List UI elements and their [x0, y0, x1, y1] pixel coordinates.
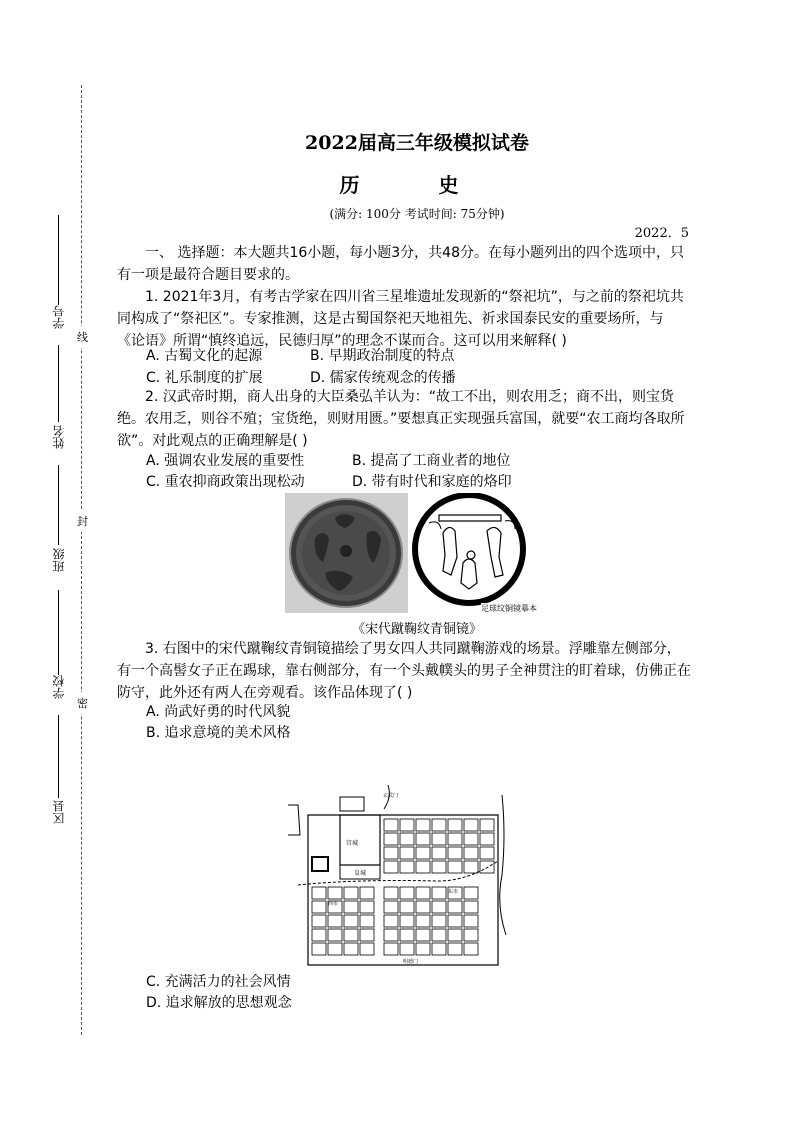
q3-option-a[interactable]: A. 尚武好勇的时代风貌: [146, 704, 291, 720]
map-ward: [464, 929, 478, 941]
name-blank[interactable]: [58, 345, 59, 422]
map-label-west-market: 西市: [328, 901, 339, 907]
seal-mark-close: 密: [77, 692, 88, 714]
drawing-caption: 足球纹铜镜摹本: [481, 604, 537, 613]
q3-option-c[interactable]: C. 充满活力的社会风情: [146, 974, 291, 990]
q3-option-b[interactable]: B. 追求意境的美术风格: [146, 725, 291, 741]
seal-mark-line: 线: [77, 326, 88, 348]
class-label: 班级: [52, 548, 66, 572]
name-label: 姓名: [52, 425, 66, 449]
changan-city-map: [288, 785, 521, 970]
map-ward: [344, 901, 358, 913]
student-id-blank[interactable]: [58, 215, 59, 305]
map-ward: [328, 887, 342, 899]
map-ward: [400, 915, 414, 927]
map-ward: [344, 915, 358, 927]
map-ward: [400, 847, 414, 859]
map-ward: [480, 833, 494, 845]
map-ward: [384, 915, 398, 927]
map-ward: [360, 887, 374, 899]
map-ward: [448, 861, 462, 873]
bronze-mirror-photo: [285, 493, 408, 613]
district-blank[interactable]: [58, 715, 59, 798]
map-ward: [432, 833, 446, 845]
map-ward: [384, 847, 398, 859]
map-ward: [400, 901, 414, 913]
map-ward: [328, 929, 342, 941]
map-label-east-market: 东市: [448, 889, 459, 895]
map-ward: [360, 901, 374, 913]
question-2-stem: 2. 汉武帝时期，商人出身的大臣桑弘羊认为：“故工不出，则农用乏；商不出，则宝货绝。农用乏，则谷不殖；宝货绝，则财用匮。”要想真正实现强兵富国，就要“农工商均各取所欲”。对此观点的正确理解是( ): [117, 389, 685, 449]
binding-dashed-line: [81, 85, 82, 1035]
exam-meta: (满分: 100分 考试时间: 75分钟): [329, 207, 505, 221]
map-ward: [384, 833, 398, 845]
map-ward: [360, 929, 374, 941]
map-ward: [464, 833, 478, 845]
seal-mark-seal: 封: [77, 510, 88, 532]
map-ward: [344, 929, 358, 941]
map-ward: [464, 847, 478, 859]
map-label-imperial: 皇城: [353, 870, 367, 877]
map-ward: [416, 887, 430, 899]
map-ward: [416, 915, 430, 927]
map-ward: [312, 887, 326, 899]
map-label-south-gate: 明德门: [403, 959, 419, 965]
map-ward: [480, 819, 494, 831]
school-label: 学校: [52, 675, 66, 699]
map-ward: [312, 901, 326, 913]
q1-option-a[interactable]: A. 古蜀文化的起源: [146, 348, 263, 364]
map-ward: [416, 929, 430, 941]
student-id-label: 学号: [52, 305, 66, 329]
district-label: 区县: [52, 800, 66, 824]
map-ward: [344, 887, 358, 899]
map-ward: [432, 915, 446, 927]
map-ward: [448, 847, 462, 859]
map-ward: [400, 943, 414, 955]
map-ward: [432, 861, 446, 873]
q1-option-b[interactable]: B. 早期政治制度的特点: [310, 348, 455, 364]
q2-option-d[interactable]: D. 带有时代和家庭的烙印: [352, 474, 512, 490]
map-ward: [384, 861, 398, 873]
map-ward: [416, 861, 430, 873]
map-ward: [448, 929, 462, 941]
map-ward: [384, 943, 398, 955]
map-ward: [328, 915, 342, 927]
map-ward: [416, 847, 430, 859]
figure-caption: 《宋代蹴鞠纹青铜镜》: [351, 622, 482, 637]
map-ward: [360, 915, 374, 927]
map-ward: [464, 819, 478, 831]
map-ward: [400, 819, 414, 831]
map-ward: [480, 861, 494, 873]
q1-option-d[interactable]: D. 儒家传统观念的传播: [310, 370, 456, 386]
map-ward: [384, 929, 398, 941]
map-ward: [464, 887, 478, 899]
map-ward: [464, 915, 478, 927]
map-ward: [432, 929, 446, 941]
map-ward: [432, 943, 446, 955]
map-ward: [464, 901, 478, 913]
question-3-stem: 3. 右图中的宋代蹴鞠纹青铜镜描绘了男女四人共同蹴鞠游戏的场景。浮雕靠左侧部分，有一个高髻女子正在踢球，靠右侧部分，有一个头戴幞头的男子全神贯注的盯着球，仿佛正在防守，此外还有两人在旁观看。该作品体现了( ): [117, 641, 691, 701]
map-ward: [448, 833, 462, 845]
subject-title: 历 史: [339, 173, 495, 197]
q2-option-a[interactable]: A. 强调农业发展的重要性: [146, 453, 305, 469]
map-ward: [400, 929, 414, 941]
map-ward: [400, 833, 414, 845]
map-ward: [480, 847, 494, 859]
q1-option-c[interactable]: C. 礼乐制度的扩展: [146, 370, 263, 386]
map-ward: [416, 901, 430, 913]
map-label-north-gate: 玄武门: [383, 793, 399, 799]
map-ward: [416, 943, 430, 955]
map-ward: [384, 887, 398, 899]
map-ward: [448, 915, 462, 927]
section-intro: 一、 选择题：本大题共16小题，每小题3分，共48分。在每小题列出的四个选项中，只有一项是最符合题目要求的。: [117, 245, 684, 283]
map-label-palace: 宫城: [345, 840, 359, 847]
bronze-mirror-drawing: [409, 493, 541, 613]
q3-option-d[interactable]: D. 追求解放的思想观念: [146, 995, 292, 1011]
map-ward: [344, 943, 358, 955]
map-ward: [464, 943, 478, 955]
exam-title: 2022届高三年级模拟试卷: [305, 132, 529, 154]
map-ward: [432, 847, 446, 859]
map-ward: [448, 901, 462, 913]
map-ward: [312, 929, 326, 941]
question-1-stem: 1. 2021年3月，有考古学家在四川省三星堆遗址发现新的“祭祀坑”，与之前的祭祀坑共同构成了“祭祀区”。专家推测，这是古蜀国祭祀天地祖先、祈求国泰民安的重要场所，与《论语》所谓“慎终追远，民德归厚”的理念不谋而合。这可以用来解释( ): [117, 289, 684, 349]
map-ward: [328, 943, 342, 955]
q2-option-c[interactable]: C. 重农抑商政策出现松动: [146, 474, 305, 490]
q2-option-b[interactable]: B. 提高了工商业者的地位: [352, 453, 511, 469]
map-ward: [312, 915, 326, 927]
map-ward: [432, 901, 446, 913]
map-ward: [312, 943, 326, 955]
map-ward: [448, 819, 462, 831]
map-ward: [464, 861, 478, 873]
map-ward: [432, 887, 446, 899]
map-ward: [416, 819, 430, 831]
map-ward: [360, 943, 374, 955]
map-ward: [400, 887, 414, 899]
map-ward: [400, 861, 414, 873]
map-ward: [432, 819, 446, 831]
map-ward: [416, 833, 430, 845]
map-ward: [384, 819, 398, 831]
exam-date: 2022．5: [634, 226, 689, 241]
class-blank[interactable]: [58, 465, 59, 545]
map-ward: [384, 901, 398, 913]
map-ward: [448, 943, 462, 955]
